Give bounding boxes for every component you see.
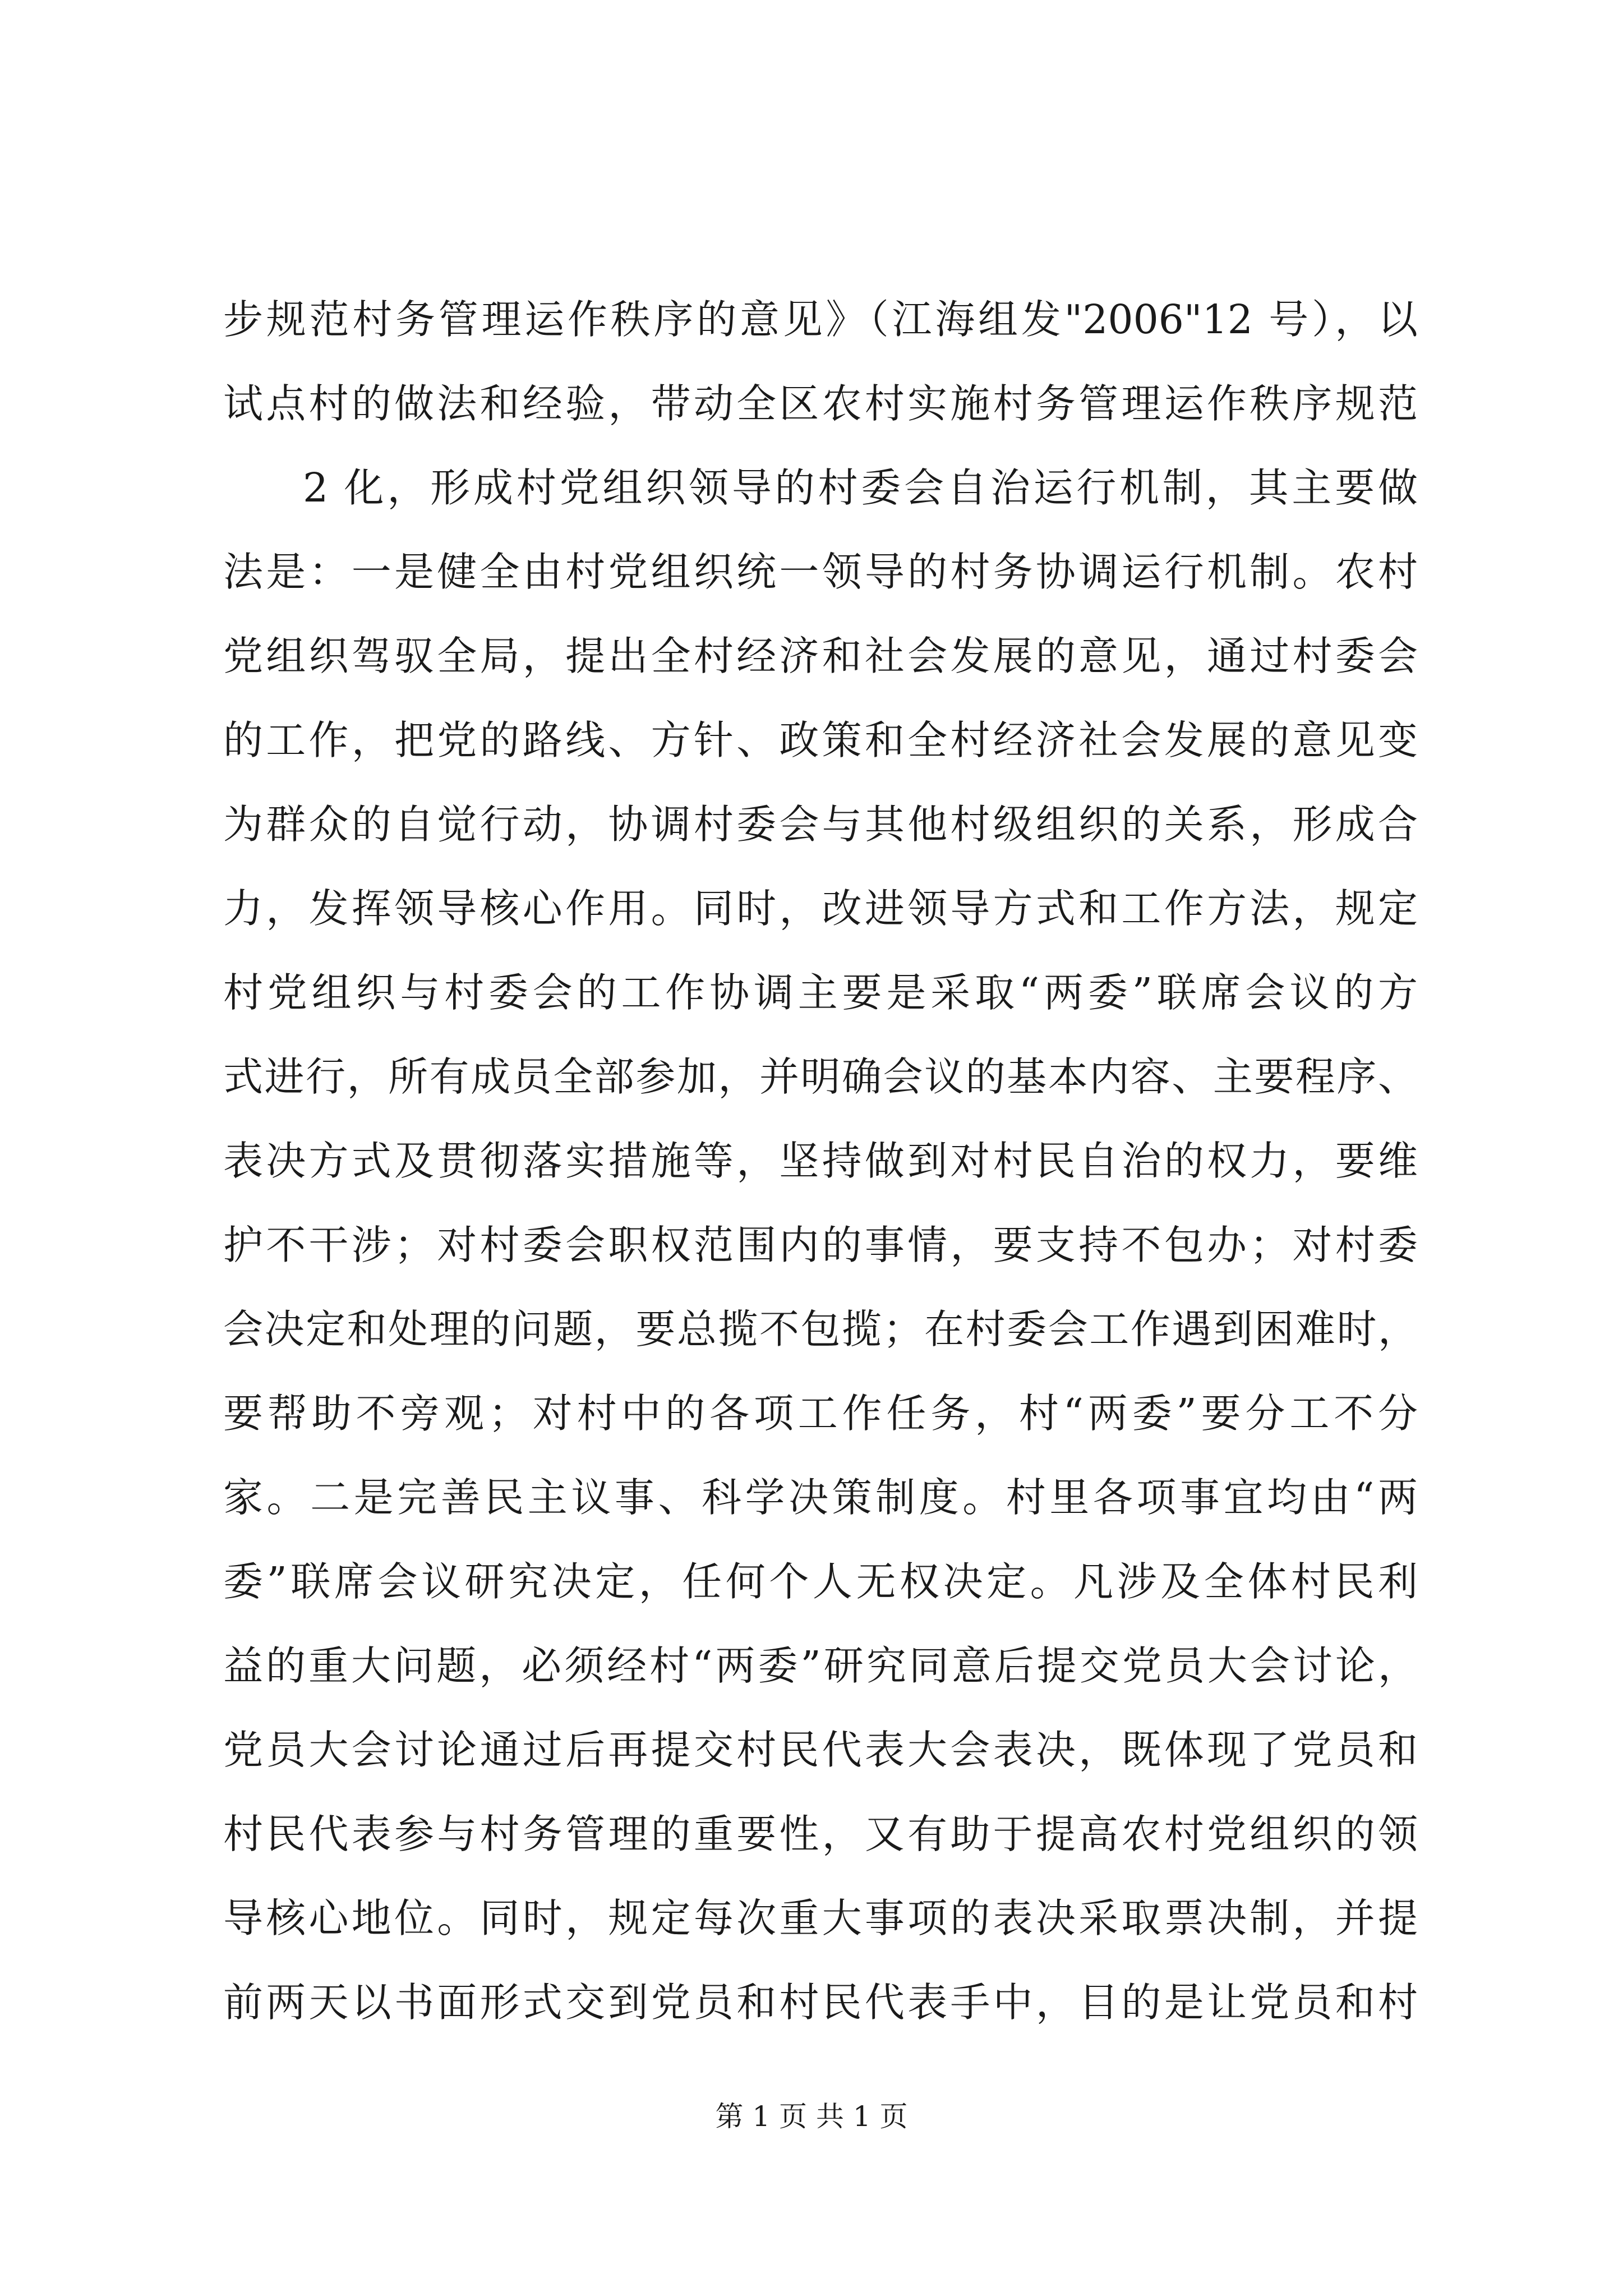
text-line: 委”联席会议研究决定，任何个人无权决定。凡涉及全体村民利 xyxy=(223,1558,1418,1605)
text-line: 前两天以书面形式交到党员和村民代表手中，目的是让党员和村 xyxy=(223,1979,1418,2026)
text-line: 步规范村务管理运作秩序的意见》（江海组发"2006"12 号），以 xyxy=(223,296,1418,343)
page-footer: 第 1 页 共 1 页 xyxy=(715,2100,908,2133)
text-line: 益的重大问题，必须经村“两委”研究同意后提交党员大会讨论， xyxy=(223,1642,1418,1689)
text-line: 法是：一是健全由村党组织统一领导的村务协调运行机制。农村 xyxy=(223,549,1418,595)
text-line: 村党组织与村委会的工作协调主要是采取“两委”联席会议的方 xyxy=(223,969,1418,1016)
text-line: 试点村的做法和经验，带动全区农村实施村务管理运作秩序规范 xyxy=(223,380,1418,427)
text-line: 表决方式及贯彻落实措施等，坚持做到对村民自治的权力，要维 xyxy=(223,1138,1418,1184)
text-line: 式进行，所有成员全部参加，并明确会议的基本内容、主要程序、 xyxy=(223,1053,1418,1100)
text-line: 的工作，把党的路线、方针、政策和全村经济社会发展的意见变 xyxy=(223,717,1418,763)
text-line: 党员大会讨论通过后再提交村民代表大会表决，既体现了党员和 xyxy=(223,1727,1418,1773)
text-line: 2 化，形成村党组织领导的村委会自治运行机制，其主要做 xyxy=(303,464,1418,511)
text-line: 党组织驾驭全局，提出全村经济和社会发展的意见，通过村委会 xyxy=(223,633,1418,679)
text-line: 家。二是完善民主议事、科学决策制度。村里各项事宜均由“两 xyxy=(223,1474,1418,1521)
text-line: 会决定和处理的问题，要总揽不包揽；在村委会工作遇到困难时， xyxy=(223,1306,1418,1352)
text-line: 护不干涉；对村委会职权范围内的事情，要支持不包办；对村委 xyxy=(223,1222,1418,1268)
text-line: 村民代表参与村务管理的重要性，又有助于提高农村党组织的领 xyxy=(223,1811,1418,1857)
text-line: 力，发挥领导核心作用。同时，改进领导方式和工作方法，规定 xyxy=(223,885,1418,932)
body-text xyxy=(223,292,1418,2059)
text-line: 为群众的自觉行动，协调村委会与其他村级组织的关系，形成合 xyxy=(223,801,1418,848)
text-line: 导核心地位。同时，规定每次重大事项的表决采取票决制，并提 xyxy=(223,1895,1418,1941)
text-line: 要帮助不旁观；对村中的各项工作任务，村“两委”要分工不分 xyxy=(223,1390,1418,1437)
